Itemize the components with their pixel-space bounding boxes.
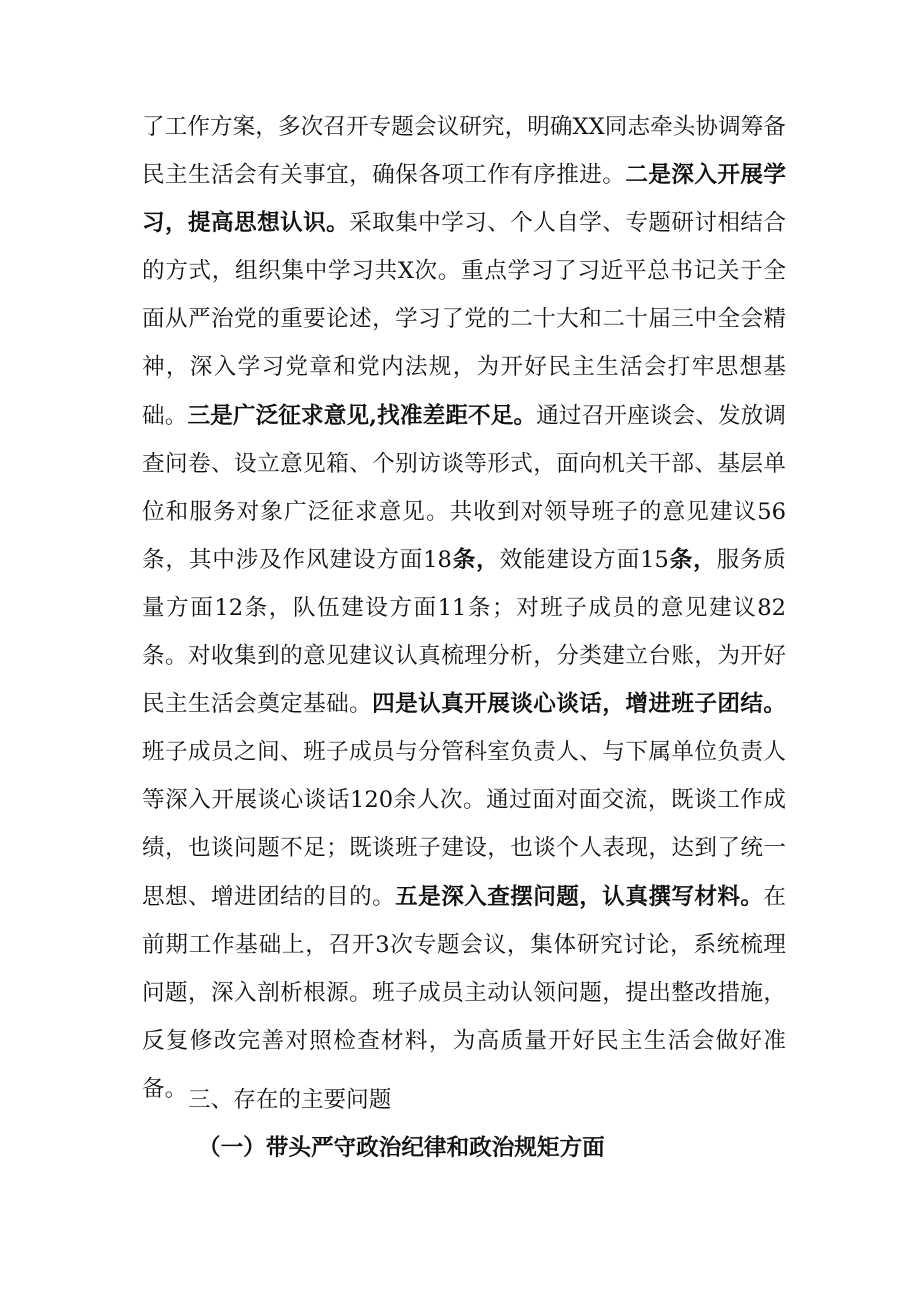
paragraph-text: 服务质量方面12条，队伍建设方面11条；对班子成员的意见建议82条。对收集到的意见建议认真梳理分析，分类建立台账，为开好民主生活会奠定基础。: [142, 546, 787, 718]
bold-text: 条，: [451, 546, 500, 573]
paragraph-text: 班子成员之间、班子成员与分管科室负责人、与下属单位负责人等深入开展谈心谈话120余人次。通过面对面交流，既谈工作成绩，也谈问题不足；既谈班子建设，也谈个人表现，达到了统一思想、增进团结的目的。: [142, 739, 786, 910]
bold-point-2: 二是深入开展学习，提高思想认识。: [142, 162, 787, 237]
section-heading: 三、存在的主要问题: [188, 1087, 392, 1113]
bold-point-3: 三是广泛征求意见,找准差距不足。: [187, 402, 537, 429]
body-paragraph: [142, 103, 786, 1113]
paragraph-text: 采取集中学习、个人自学、专题研讨相结合的方式，组织集中学习共X次。重点学习了习近平总书记关于全面从严治党的重要论述，学习了党的二十大和二十届三中全会精神，深入学习党章和党内法规，为开好民主生活会打牢思想基础。: [142, 210, 787, 429]
bold-text: 条，: [668, 546, 717, 573]
bold-point-4: 四是认真开展谈心谈话，增进班子团结。: [372, 691, 787, 718]
paragraph-text: 效能建设方面15: [499, 546, 669, 573]
paragraph-text: 在前期工作基础上，召开3次专题会议，集体研究讨论，系统梳理问题，深入剖析根源。班子成员主动认领问题，提出整改措施，反复修改完善对照检查材料，为高质量开好民主生活会做好准备。: [142, 883, 787, 1102]
subsection-heading: （一）带头严守政治纪律和政治规矩方面: [198, 1135, 605, 1161]
bold-point-5: 五是深入查摆问题，认真撰写材料。: [395, 883, 764, 910]
paragraph-text: 通过召开座谈会、发放调查问卷、设立意见箱、个别访谈等形式，面向机关干部、基层单位和服务对象广泛征求意见。共收到对领导班子的意见建议56条，其中涉及作风建设方面18: [142, 402, 786, 573]
paragraph-text: 了工作方案，多次召开专题会议研究，明确XX同志牵头协调筹备民主生活会有关事宜，确保各项工作有序推进。: [142, 114, 786, 189]
